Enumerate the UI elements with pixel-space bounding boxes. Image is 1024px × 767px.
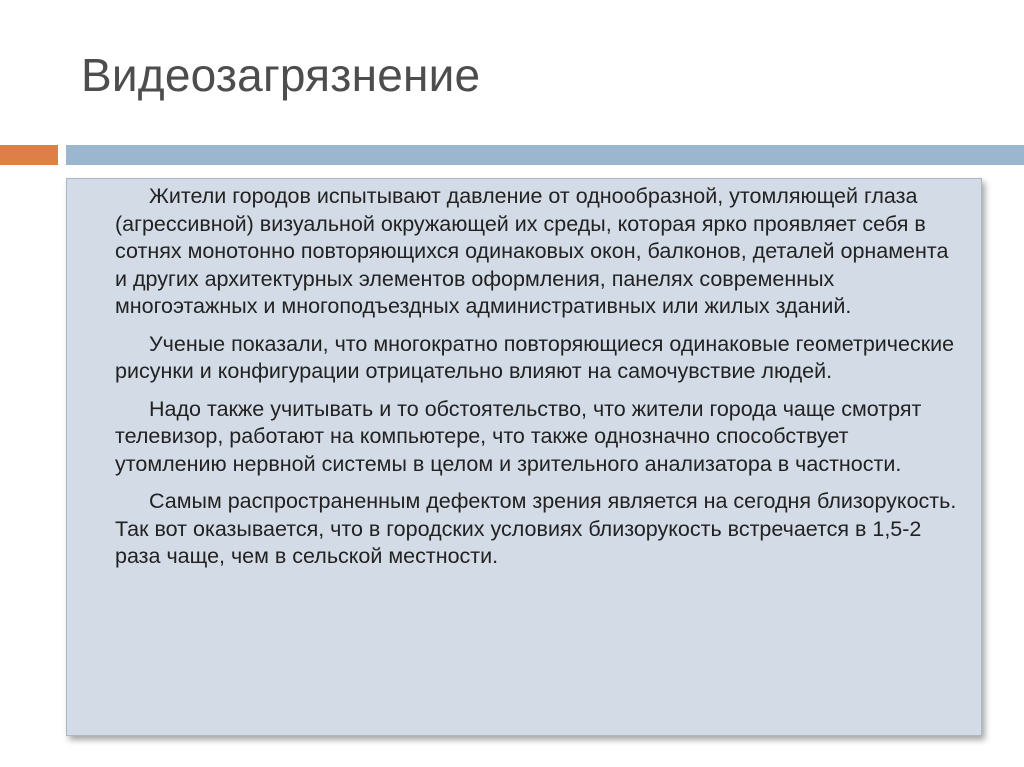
paragraph-3: Надо также учитывать и то обстоятельство, что жители города чаще смотрят телевизор, работают на компьютере, что также однозначно способствует утомлению нервной системы в целом и зрительного анализатора в частности. [115,396,922,476]
content-box [66,178,982,736]
paragraph-1: Жители городов испытывают давление от однообразной, утомляющей глаза (агрессивной) визуальной окружающей их среды, которая ярко проявляет себя в сотнях монотонно повторяющихся одинаковых окон, балконов, деталей орнамента и других архитектурных элементов оформления, панелях современных многоэтажных и многоподъездных административных или жилых зданий. [115,184,949,318]
slide-title: Видеозагрязнение [81,49,481,101]
paragraph-2: Ученые показали, что многократно повторяющиеся одинаковые геометрические рисунки и конфигурации отрицательно влияют на самочувствие людей. [115,331,955,383]
paragraph-4: Самым распространенным дефектом зрения является на сегодня близорукость. Так вот оказывается, что в городских условиях близорукость встречается в 1,5-2 раза чаще, чем в сельской местности. [115,489,957,568]
accent-bar-blue [66,145,1024,165]
accent-bar-orange [0,145,58,165]
